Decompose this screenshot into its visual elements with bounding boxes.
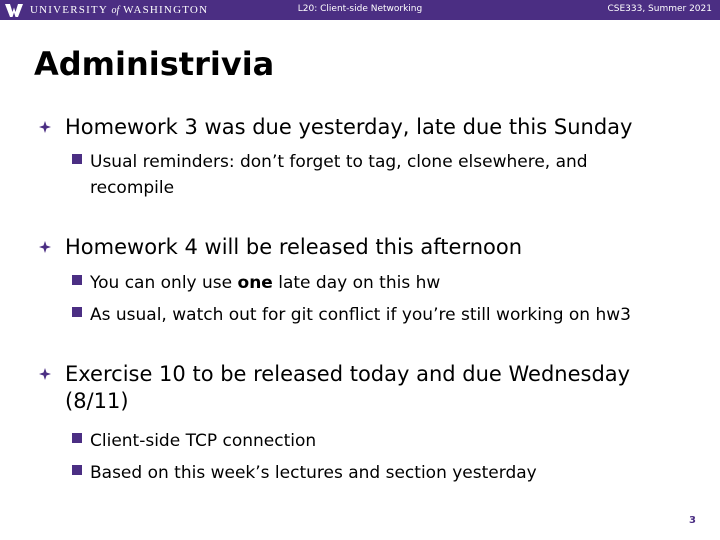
sub-bullet-text: You can only use one late day on this hw bbox=[90, 273, 441, 293]
page-number: 3 bbox=[689, 515, 696, 526]
sub-bullet-text: As usual, watch out for git conflict if you’re still working on hw3 bbox=[90, 305, 631, 325]
square-bullet-icon bbox=[72, 433, 82, 443]
university-name-left: UNIVERSITY bbox=[30, 4, 108, 16]
diamond-bullet-icon bbox=[38, 367, 52, 381]
square-bullet-icon bbox=[72, 154, 82, 164]
diamond-bullet-icon bbox=[38, 240, 52, 254]
sub-bullet-text: Client-side TCP connection bbox=[90, 431, 317, 451]
diamond-bullet-icon bbox=[38, 120, 52, 134]
sub-bullet-text: Usual reminders: don’t forget to tag, clone elsewhere, and recompile bbox=[90, 152, 588, 198]
square-bullet-icon bbox=[72, 307, 82, 317]
sub-bullet-text: Based on this week’s lectures and section yesterday bbox=[90, 463, 537, 483]
lecture-title: L20: Client-side Networking bbox=[297, 4, 423, 14]
course-label: CSE333, Summer 2021 bbox=[607, 4, 712, 14]
bullet-text: Exercise 10 to be released today and due Wednesday (8/11) bbox=[65, 362, 631, 413]
square-bullet-icon bbox=[72, 465, 82, 475]
bullet-text: Homework 4 will be released this afternoon bbox=[65, 235, 523, 259]
bullet-text: Homework 3 was due yesterday, late due this Sunday bbox=[65, 115, 633, 139]
square-bullet-icon bbox=[72, 275, 82, 285]
university-name-right: WASHINGTON bbox=[123, 4, 209, 16]
university-name-of: of bbox=[111, 5, 120, 16]
slide-title: Administrivia bbox=[34, 45, 275, 83]
